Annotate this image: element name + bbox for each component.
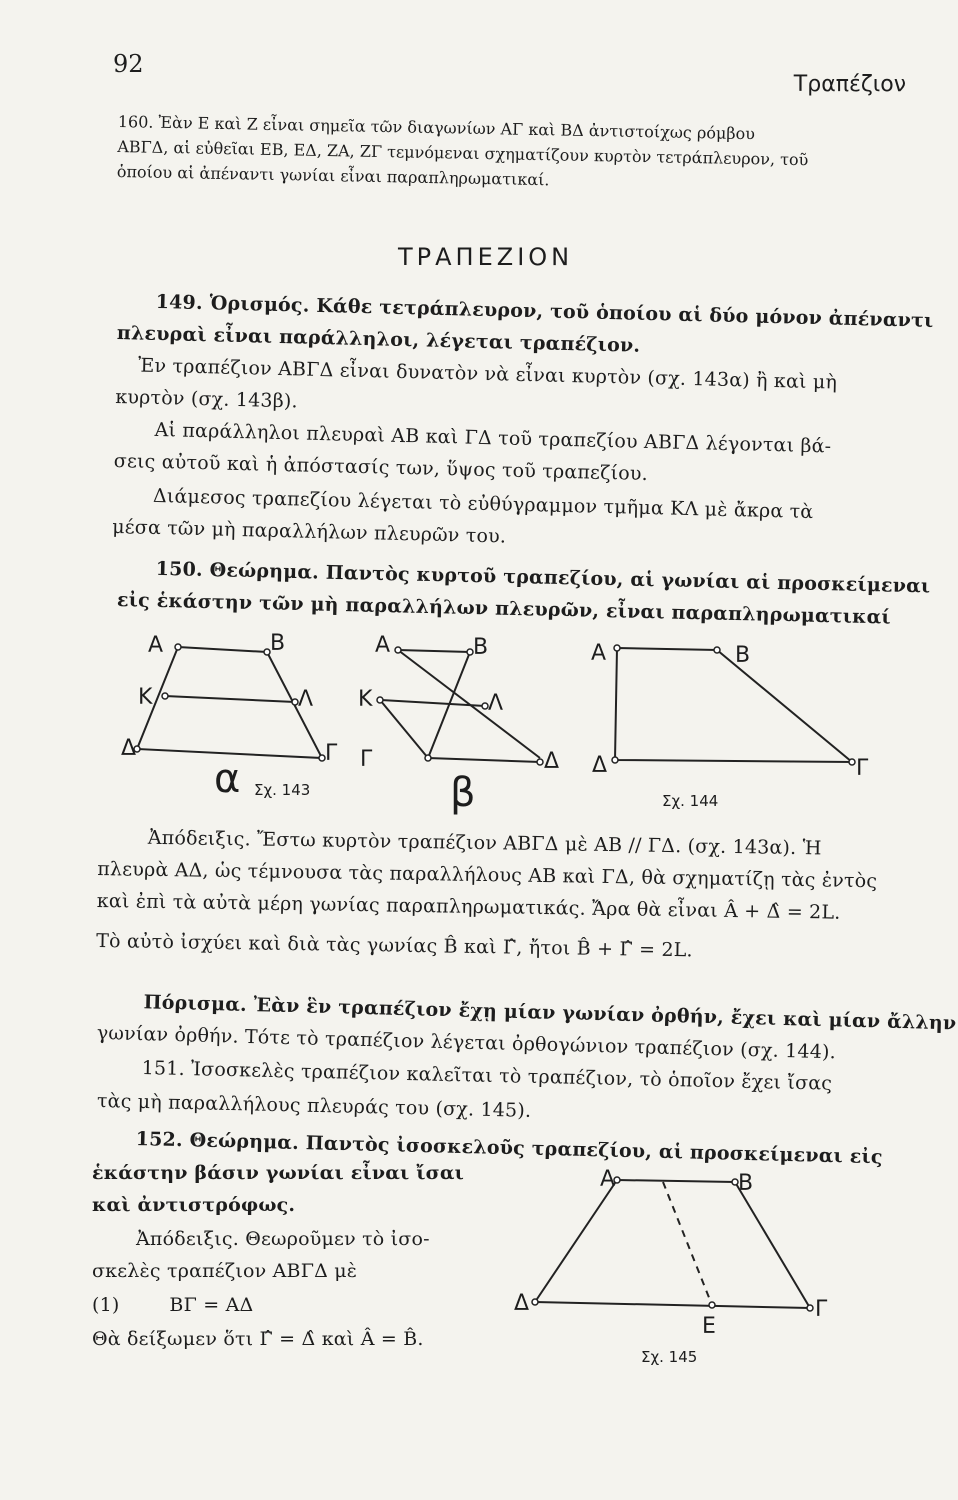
label-g-144: Γ [856,756,869,781]
label-a-143a: Α [148,633,164,658]
label-b-145: Β [738,1171,754,1196]
theorem-heading: 152. Θεώρημα. Παντὸς ἰσοσκελοῦς τραπεζίου, αἱ προσκείμεναι εἰς [135,1128,883,1169]
exercise-160-line: 160. Ἐὰν Ε καὶ Ζ εἶναι σημεῖα τῶν διαγωνίων ΑΓ καὶ ΒΔ ἀντιστοίχως ρόμβου [117,112,756,144]
label-e-145: Ε [702,1314,716,1339]
label-k-143b: Κ [358,687,373,712]
label-g-145: Γ [815,1297,828,1322]
base-gd-143b [428,758,540,762]
proof-line: πλευρὰ ΑΔ, ὡς τέμνουσα τὰς παραλλήλους ΑΒ καὶ ΓΔ, θὰ σχηματίζῃ τὰς ἐντὸς [97,857,878,893]
leg-bg-145 [735,1182,810,1308]
corollary-line: γωνίαν ὀρθήν. Τότε τὸ τραπέζιον λέγεται ὀρθογώνιον τραπέζιον (σχ. 144). [96,1021,837,1064]
base-145-bottom [535,1302,810,1308]
paragraph-line: Ἐν τραπέζιον ΑΒΓΔ εἶναι δυνατὸν νὰ εἶναι κυρτὸν (σχ. 143α) ἢ καὶ μὴ [137,354,838,394]
exercise-160-line: ὁποίου αἱ ἀπέναντι γωνίαι εἶναι παραπληρωματικαί. [116,161,550,190]
equation-1: (1) ΒΓ = ΑΔ [92,1294,254,1316]
dashed-line-145 [663,1182,712,1305]
theorem-line: εἰς ἑκάστην τῶν μὴ παραλλήλων πλευρῶν, εἶναι παραπληρωματικαί [116,588,892,629]
proof-line: Ἀπόδειξις. Θεωροῦμεν τὸ ἰσο- [136,1228,430,1250]
label-alpha: α [214,756,241,802]
theorem-line: καὶ ἀντιστρόφως. [92,1194,296,1216]
label-b-143a: Β [270,631,286,656]
label-g-143a: Γ [325,741,338,766]
definition-line: πλευραὶ εἶναι παράλληλοι, λέγεται τραπέζιον. [116,321,641,357]
label-d-143b: Δ [544,749,560,774]
running-title: Τραπέζιον [793,72,906,97]
paragraph-line: Αἱ παράλληλοι πλευραὶ ΑΒ καὶ ΓΔ τοῦ τραπεζίου ΑΒΓΔ λέγονται βά- [154,418,832,458]
leg-ad-145 [535,1180,617,1302]
caption-145: Σχ. 145 [641,1348,698,1366]
label-a-143b: Α [375,633,391,658]
proof-line: Ἀπόδειξις. Ἔστω κυρτὸν τραπέζιον ΑΒΓΔ μὲ ΑΒ // ΓΔ. (σχ. 143α). Ἡ [147,826,822,860]
side-143b [380,700,428,758]
label-d-143a: Δ [121,736,137,761]
base-ab-143b [398,650,470,652]
label-g-143b: Γ [360,747,373,772]
label-beta: β [450,770,476,816]
section-title: ΤΡΑΠΕΖΙΟΝ [398,243,574,271]
paragraph-line: σεις αὐτοῦ καὶ ἡ ἀπόστασίς των, ὕψος τοῦ τραπεζίου. [113,449,649,485]
base-145-top [617,1180,735,1182]
label-l-143a: Λ [298,687,314,712]
paragraph-line: μέσα τῶν μὴ παραλλήλων πλευρῶν του. [111,515,507,548]
proof-line: Θὰ δείξωμεν ὅτι Γ̂ = Δ̂ καὶ Â = B̂. [92,1328,424,1350]
exercise-160-line: ΑΒΓΔ, αἱ εὐθεῖαι ΕΒ, ΕΔ, ΖΑ, ΖΓ τεμνόμεναι σχηματίζουν κυρτὸν τετράπλευρον, τοῦ [117,136,809,170]
definition-heading: 149. Ὁρισμός. Κάθε τετράπλευρον, τοῦ ὁποίου αἱ δύο μόνον ἀπέναντι [155,290,934,332]
label-d-145: Δ [514,1291,530,1316]
proof-line: Τὸ αὐτὸ ἰσχύει καὶ διὰ τὰς γωνίας B̂ καὶ Γ̂, ἤτοι B̂ + Γ̂ = 2L. [96,929,693,962]
label-b-144: Β [735,643,751,668]
paragraph-line: τὰς μὴ παραλλήλους πλευράς του (σχ. 145). [96,1089,532,1122]
paragraph-line: Διάμεσος τραπεζίου λέγεται τὸ εὐθύγραμμον τμῆμα ΚΛ μὲ ἄκρα τὰ [152,484,814,524]
label-l-143b: Λ [488,691,504,716]
paragraph-line: κυρτὸν (σχ. 143β). [115,385,299,413]
label-a-144: Α [591,641,607,666]
corollary-line: Πόρισμα. Ἐὰν ἓν τραπέζιον ἔχῃ μίαν γωνίαν ὀρθήν, ἔχει καὶ μίαν ἄλλην [143,991,957,1035]
caption-143: Σχ. 143 [254,781,311,799]
caption-144: Σχ. 144 [662,792,719,810]
paragraph-line: 151. Ἰσοσκελὲς τραπέζιον καλεῖται τὸ τραπέζιον, τὸ ὁποῖον ἔχει ἴσας [141,1056,833,1095]
trapezoid-144 [615,648,852,762]
diag-143b [398,650,540,758]
page-number: 92 [113,50,144,78]
proof-line: σκελὲς τραπέζιον ΑΒΓΔ μὲ [92,1260,358,1282]
label-b-143b: Β [473,635,489,660]
label-a-145: Α [600,1167,616,1192]
label-k-143a: Κ [138,685,153,710]
proof-line: καὶ ἐπὶ τὰ αὐτὰ μέρη γωνίας παραπληρωματικάς. Ἄρα θὰ εἶναι Â + Δ̂ = 2L. [96,889,841,924]
theorem-line: ἑκάστην βάσιν γωνίαι εἶναι ἴσαι [92,1162,465,1184]
label-d-144: Δ [592,753,608,778]
median-kl-143a [165,696,295,702]
theorem-heading: 150. Θεώρημα. Παντὸς κυρτοῦ τραπεζίου, αἱ γωνίαι αἱ προσκείμεναι [155,557,931,598]
